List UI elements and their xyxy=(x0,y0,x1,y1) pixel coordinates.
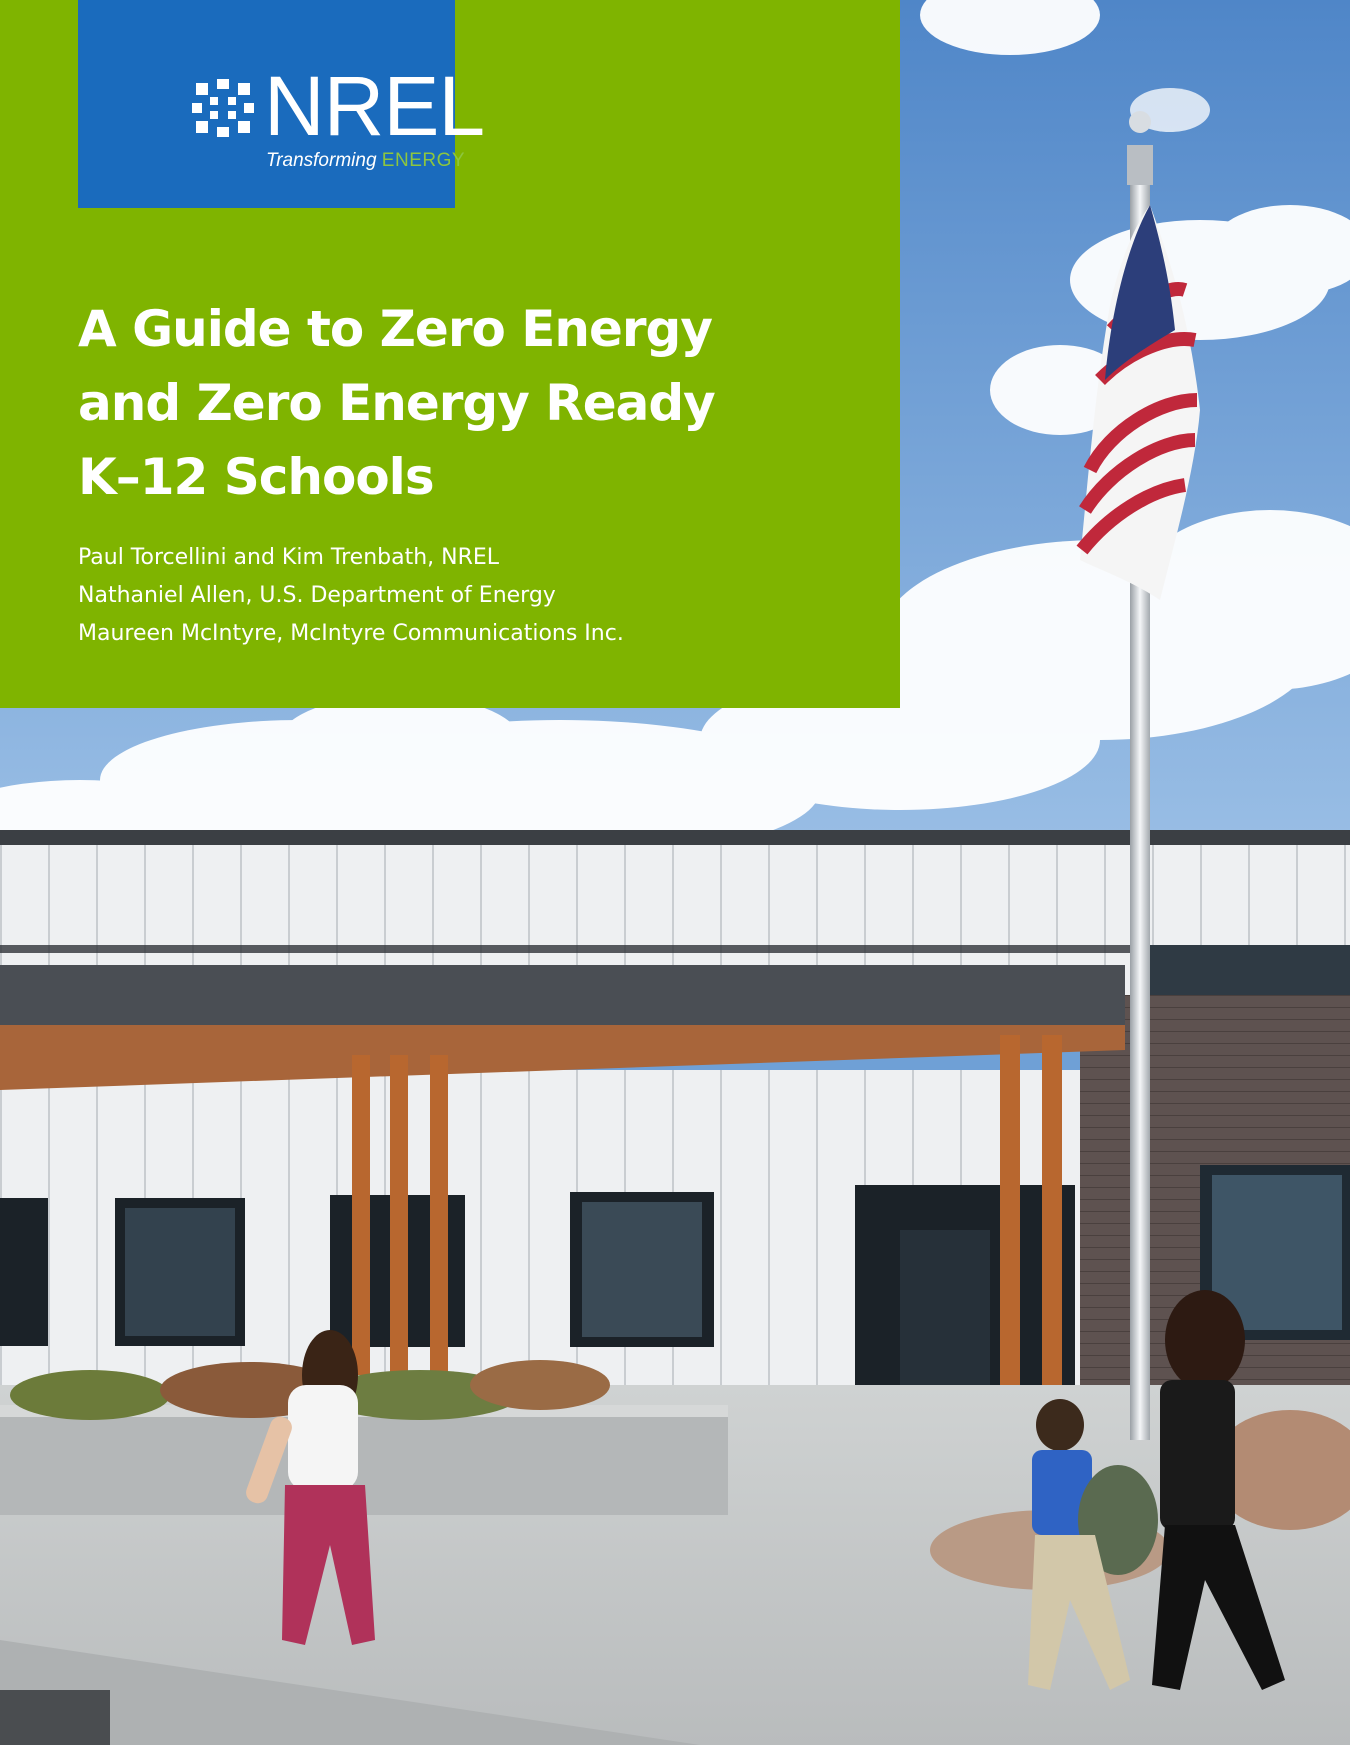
report-title xyxy=(78,292,868,514)
title-line-1: A Guide to Zero Energy xyxy=(78,300,712,358)
author-line-3: Maureen McIntyre, McIntyre Communications Inc. xyxy=(78,621,624,646)
author-line-1: Paul Torcellini and Kim Trenbath, NREL xyxy=(78,545,500,570)
nrel-logo xyxy=(78,0,485,208)
title-panel xyxy=(0,0,900,708)
title-line-3: K–12 Schools xyxy=(78,448,434,506)
title-line-2: and Zero Energy Ready xyxy=(78,374,715,432)
tagline-text: Transforming xyxy=(266,150,377,171)
author-list xyxy=(78,539,878,653)
author-line-2: Nathaniel Allen, U.S. Department of Energy xyxy=(78,583,556,608)
nrel-emblem-icon xyxy=(188,75,258,141)
nrel-wordmark: NREL xyxy=(264,59,485,153)
nrel-tagline xyxy=(266,149,465,173)
tagline-accent: ENERGY xyxy=(381,150,466,171)
